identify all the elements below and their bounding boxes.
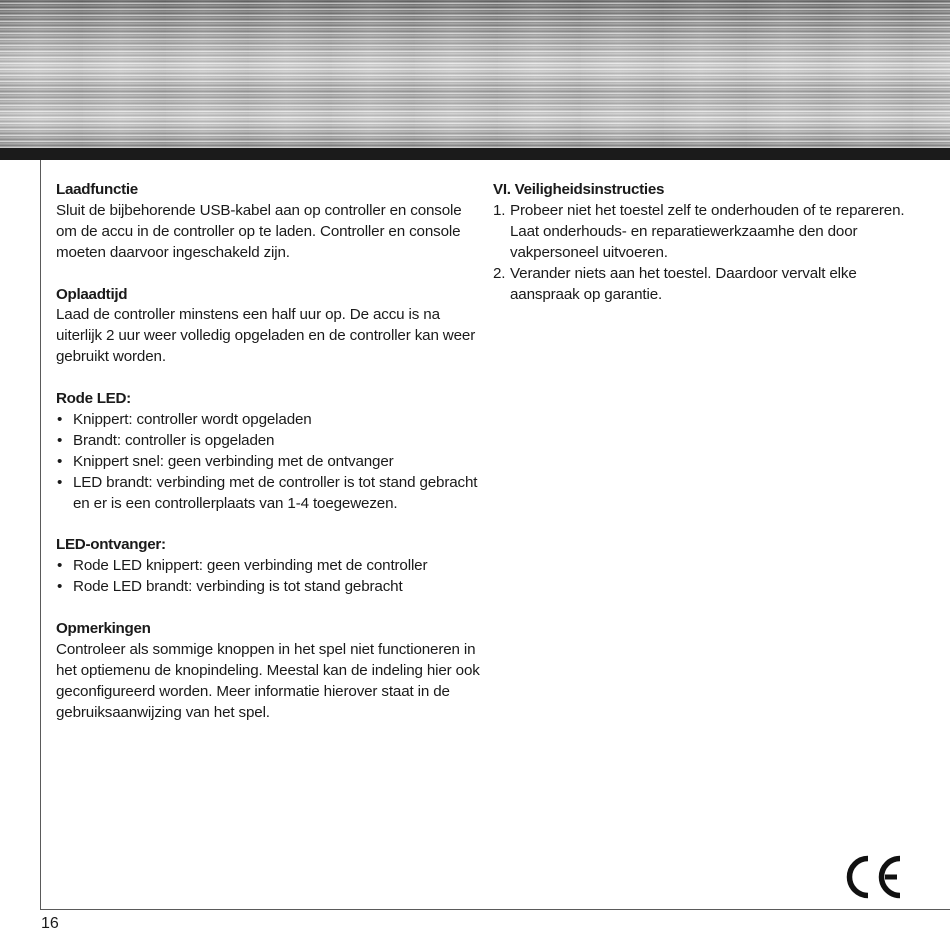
- list-item: [493, 264, 923, 306]
- section-paragraph: Controleer als sommige knoppen in het spel niet functioneren in het optiemenu de knopindeling. Meestal kan de indeling hier ook geconfigureerd worden. Meer informatie hierover staat in de gebruiksaanwijzing van het spel.: [56, 640, 480, 721]
- section-oplaadtijd: [56, 285, 486, 369]
- list-item: [493, 201, 923, 264]
- list-item: • Brandt: controller is opgeladen: [56, 431, 486, 452]
- section-veiligheidsinstructies: [493, 180, 923, 305]
- page-number: 16: [41, 915, 59, 932]
- list-item-number: 2.: [493, 264, 506, 282]
- list-item: • Rode LED brandt: verbinding is tot stand gebracht: [56, 577, 486, 598]
- section-heading: LED-ontvanger:: [56, 536, 166, 554]
- section-paragraph: Sluit de bijbehorende USB-kabel aan op controller en console om de accu in de controller op te laden. Controller en console moeten daarvoor ingeschakeld zijn.: [56, 201, 462, 261]
- page-frame-bottom-rule: [40, 909, 950, 910]
- section-heading: Oplaadtijd: [56, 285, 128, 303]
- list-item-text: Probeer niet het toestel zelf te onderhouden of te repareren. Laat onderhouds- en reparatiewerkzaamhe den door vakpersoneel uitvoeren.: [510, 201, 905, 261]
- numbered-list: [493, 201, 923, 306]
- ce-mark-icon: [841, 855, 903, 899]
- header-brushed-metal-band: [0, 0, 950, 148]
- list-item-number: 1.: [493, 201, 506, 219]
- list-item: • Knippert snel: geen verbinding met de ontvanger: [56, 452, 486, 473]
- header-dark-bar: [0, 148, 950, 160]
- section-opmerkingen: [56, 619, 486, 724]
- page-frame-left-rule: [40, 160, 41, 910]
- section-heading: Opmerkingen: [56, 619, 151, 637]
- list-item: • Knippert: controller wordt opgeladen: [56, 410, 486, 431]
- bullet-list: [56, 410, 486, 515]
- section-heading: Laadfunctie: [56, 181, 138, 198]
- section-heading: Rode LED:: [56, 390, 131, 408]
- list-item-text: Verander niets aan het toestel. Daardoor vervalt elke aanspraak op garantie.: [510, 264, 857, 303]
- section-heading: VI. Veiligheidsinstructies: [493, 181, 665, 198]
- section-led-ontvanger: [56, 535, 486, 598]
- section-rode-led: [56, 389, 486, 514]
- section-laadfunctie: [56, 180, 486, 264]
- list-item: • Rode LED knippert: geen verbinding met de controller: [56, 556, 486, 577]
- list-item: • LED brandt: verbinding met de controller is tot stand gebracht en er is een controllerplaats van 1-4 toegewezen.: [56, 473, 486, 515]
- section-paragraph: Laad de controller minstens een half uur op. De accu is na uiterlijk 2 uur weer volledig opgeladen en de controller kan weer gebruikt worden.: [56, 306, 476, 366]
- left-column: [56, 180, 486, 744]
- right-column: [493, 180, 923, 326]
- bullet-list: [56, 556, 486, 598]
